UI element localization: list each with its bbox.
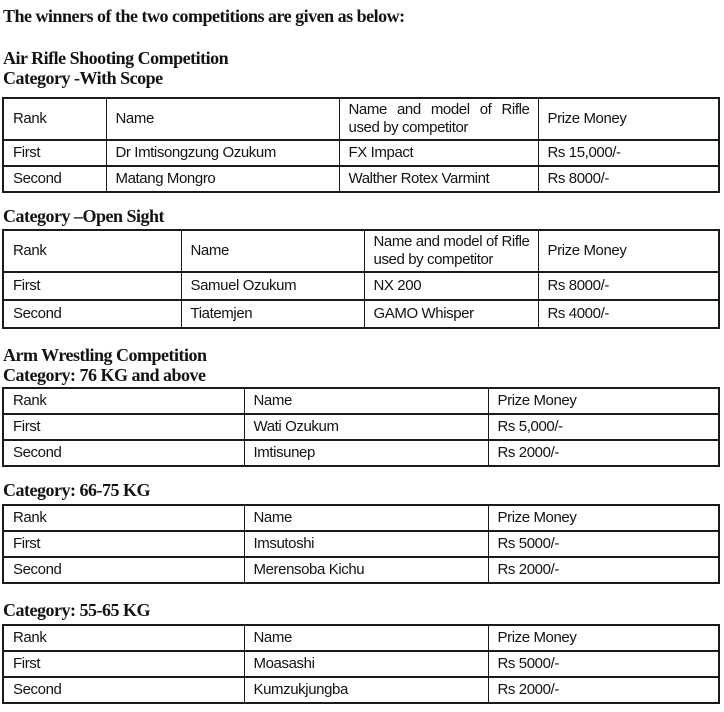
table-row	[3, 272, 719, 300]
table-header-row	[3, 388, 719, 414]
intro-heading: The winners of the two competitions are given as below:	[3, 6, 405, 26]
cell-prize: Rs 4000/-	[538, 300, 719, 328]
cell-rank: Second	[3, 557, 244, 583]
header-rank: Rank	[3, 230, 181, 272]
cell-prize: Rs 2000/-	[488, 557, 719, 583]
header-rifle: Name and model of Rifle used by competitor	[364, 230, 538, 272]
cell-name: Samuel Ozukum	[181, 272, 364, 300]
cell-name: Moasashi	[244, 651, 488, 677]
table-header-row	[3, 98, 719, 140]
subtitle-open-sight: Category –Open Sight	[3, 206, 164, 226]
table-header-row	[3, 625, 719, 651]
subtitle-55-65kg: Category: 55-65 KG	[3, 600, 150, 620]
header-name: Name	[244, 388, 488, 414]
table-air-rifle-open-sight	[2, 229, 720, 329]
cell-name: Kumzukjungba	[244, 677, 488, 703]
header-prize: Prize Money	[538, 98, 719, 140]
section-title-air-rifle: Air Rifle Shooting Competition	[3, 48, 229, 68]
cell-prize: Rs 5,000/-	[488, 414, 719, 440]
table-row	[3, 651, 719, 677]
cell-prize: Rs 2000/-	[488, 440, 719, 466]
cell-name: Wati Ozukum	[244, 414, 488, 440]
cell-prize: Rs 8000/-	[538, 166, 719, 192]
table-row	[3, 440, 719, 466]
cell-rifle: NX 200	[364, 272, 538, 300]
table-arm-55-65kg	[2, 624, 720, 704]
cell-rifle: FX Impact	[339, 140, 538, 166]
cell-rank: Second	[3, 440, 244, 466]
header-name: Name	[106, 98, 339, 140]
cell-name: Matang Mongro	[106, 166, 339, 192]
cell-prize: Rs 2000/-	[488, 677, 719, 703]
cell-rank: First	[3, 140, 106, 166]
cell-rank: First	[3, 651, 244, 677]
table-row	[3, 557, 719, 583]
subtitle-76kg-above: Category: 76 KG and above	[3, 365, 206, 385]
subtitle-66-75kg: Category: 66-75 KG	[3, 480, 150, 500]
header-prize: Prize Money	[488, 388, 719, 414]
header-name: Name	[181, 230, 364, 272]
cell-rifle: Walther Rotex Varmint	[339, 166, 538, 192]
table-arm-76kg-above	[2, 387, 720, 467]
cell-rank: Second	[3, 677, 244, 703]
table-header-row	[3, 230, 719, 272]
cell-prize: Rs 5000/-	[488, 651, 719, 677]
cell-rank: Second	[3, 166, 106, 192]
header-name: Name	[244, 505, 488, 531]
table-row	[3, 531, 719, 557]
header-prize: Prize Money	[538, 230, 719, 272]
cell-name: Imsutoshi	[244, 531, 488, 557]
cell-name: Dr Imtisongzung Ozukum	[106, 140, 339, 166]
cell-name: Merensoba Kichu	[244, 557, 488, 583]
table-row	[3, 140, 719, 166]
cell-prize: Rs 15,000/-	[538, 140, 719, 166]
header-prize: Prize Money	[488, 625, 719, 651]
header-rank: Rank	[3, 505, 244, 531]
subtitle-with-scope: Category -With Scope	[3, 68, 163, 88]
table-row	[3, 677, 719, 703]
cell-rank: First	[3, 414, 244, 440]
header-name: Name	[244, 625, 488, 651]
table-row	[3, 300, 719, 328]
cell-prize: Rs 5000/-	[488, 531, 719, 557]
header-prize: Prize Money	[488, 505, 719, 531]
table-row	[3, 166, 719, 192]
table-arm-66-75kg	[2, 504, 720, 584]
cell-name: Imtisunep	[244, 440, 488, 466]
header-rank: Rank	[3, 388, 244, 414]
table-row	[3, 414, 719, 440]
cell-rank: Second	[3, 300, 181, 328]
document-page	[2, 6, 722, 704]
table-header-row	[3, 505, 719, 531]
section-title-arm-wrestling: Arm Wrestling Competition	[3, 345, 207, 365]
header-rifle: Name and model of Rifle used by competitor	[339, 98, 538, 140]
cell-rank: First	[3, 272, 181, 300]
table-air-rifle-with-scope	[2, 97, 720, 193]
cell-rifle: GAMO Whisper	[364, 300, 538, 328]
cell-name: Tiatemjen	[181, 300, 364, 328]
header-rank: Rank	[3, 625, 244, 651]
cell-rank: First	[3, 531, 244, 557]
cell-prize: Rs 8000/-	[538, 272, 719, 300]
header-rank: Rank	[3, 98, 106, 140]
